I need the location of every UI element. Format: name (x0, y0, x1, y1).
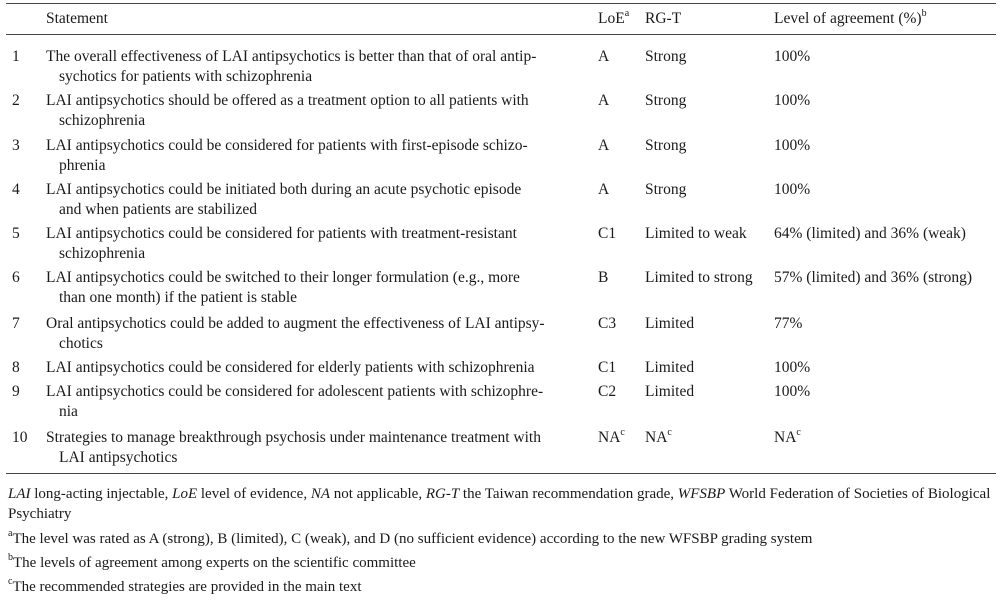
statement-line-continued: LAI antipsychotics (59, 449, 178, 466)
statement-line-continued: schizophrenia (59, 245, 146, 262)
row-number: 2 (12, 92, 20, 109)
abbreviation-definition: the Taiwan recommendation grade, (459, 486, 678, 502)
row-rgt: Limited (645, 383, 695, 400)
header-rgt: RG-T (645, 10, 682, 27)
abbreviation-term: RG-T (425, 486, 460, 502)
statement-line: LAI antipsychotics could be considered for adolescent patients with schizophre- (46, 383, 544, 400)
footnote-mark: c (8, 576, 13, 587)
table-top-rule (6, 3, 996, 4)
row-loe: C1 (598, 225, 617, 242)
header-loe: LoE$^a$ (598, 7, 630, 27)
row-rgt: Limited to strong (645, 269, 753, 286)
footnote-text: The recommended strategies are provided in the main text (12, 579, 362, 595)
row-rgt: Strong (645, 48, 687, 65)
row-loe: A (598, 48, 610, 65)
row-statement (46, 428, 594, 468)
header-statement: Statement (46, 10, 108, 27)
abbreviation-term: WFSBP (677, 486, 726, 502)
statement-line: LAI antipsychotics could be considered for patients with first-episode schizo- (46, 137, 528, 154)
table-header-rule (6, 34, 996, 35)
row-loe: $NA^c$ (598, 426, 625, 446)
footnote (8, 553, 993, 573)
row-number: 8 (12, 359, 20, 376)
row-statement (46, 47, 594, 87)
row-statement (46, 136, 594, 176)
footnote (8, 577, 993, 597)
row-loe: A (598, 92, 610, 109)
row-statement (46, 268, 594, 308)
row-agreement: 100% (774, 181, 811, 198)
abbreviation-term: LoE (172, 486, 198, 502)
row-number: 7 (12, 315, 20, 332)
row-number: 3 (12, 137, 20, 154)
row-rgt: Strong (645, 181, 687, 198)
footnote-mark: b (8, 552, 13, 563)
row-statement (46, 224, 594, 264)
row-loe: B (598, 269, 609, 286)
row-number: 10 (12, 429, 28, 446)
row-agreement: 64% (limited) and 36% (weak) (774, 225, 966, 242)
row-rgt: $NA^c$ (645, 426, 672, 446)
statement-line-continued: nia (59, 403, 78, 420)
statement-line: Oral antipsychotics could be added to augment the effectiveness of LAI antipsy- (46, 315, 545, 332)
statement-line: The overall effectiveness of LAI antipsychotics is better than that of oral antip- (46, 48, 537, 65)
row-agreement: 100% (774, 359, 811, 376)
row-statement (46, 382, 594, 422)
row-number: 9 (12, 383, 20, 400)
abbreviation-definition: not applicable, (330, 486, 426, 502)
row-number: 5 (12, 225, 20, 242)
table-bottom-rule (6, 473, 996, 474)
row-loe: A (598, 137, 610, 154)
statement-line-continued: schizophrenia (59, 112, 146, 129)
statement-line-continued: than one month) if the patient is stable (59, 289, 298, 306)
statement-line: Strategies to manage breakthrough psychosis under maintenance treatment with (46, 429, 541, 446)
footnote-list (8, 529, 993, 597)
header-agreement: Level of agreement (%)$^b$ (774, 7, 927, 27)
row-number: 4 (12, 181, 20, 198)
statement-line-continued: phrenia (59, 157, 106, 174)
row-rgt: Limited (645, 315, 695, 332)
row-loe: A (598, 181, 610, 198)
statement-line: LAI antipsychotics could be initiated both during an acute psychotic episode (46, 181, 522, 198)
row-rgt: Strong (645, 137, 687, 154)
statement-line: LAI antipsychotics could be considered for elderly patients with schizophrenia (46, 359, 535, 376)
row-agreement: 100% (774, 48, 811, 65)
statement-line: LAI antipsychotics could be considered for patients with treatment-resistant (46, 225, 517, 242)
row-loe: C3 (598, 315, 617, 332)
row-statement (46, 314, 594, 354)
row-statement (46, 358, 594, 378)
row-agreement: 57% (limited) and 36% (strong) (774, 269, 973, 286)
row-statement (46, 91, 594, 131)
abbreviation-note (8, 484, 993, 524)
row-agreement: $NA^c$ (774, 426, 801, 446)
statement-line-continued: chotics (59, 335, 103, 352)
statement-line: LAI antipsychotics could be switched to their longer formulation (e.g., more (46, 269, 520, 286)
footnote-text: The levels of agreement among experts on the scientific committee (13, 555, 416, 571)
row-rgt: Strong (645, 92, 687, 109)
abbreviation-definition: World Federation of Societies of Biological Psychiatry (8, 486, 991, 522)
abbreviation-term: NA (310, 486, 331, 502)
row-number: 1 (12, 48, 20, 65)
abbreviation-definition: long-acting injectable, (30, 486, 173, 502)
row-statement (46, 180, 594, 220)
statement-line-continued: and when patients are stabilized (59, 201, 257, 218)
statement-line: LAI antipsychotics should be offered as a treatment option to all patients with (46, 92, 529, 109)
row-agreement: 77% (774, 315, 803, 332)
footnote (8, 529, 993, 549)
abbreviation-term: LAI (8, 486, 31, 502)
statement-line-continued: sychotics for patients with schizophrenia (59, 68, 313, 85)
row-number: 6 (12, 269, 20, 286)
abbreviation-definition: level of evidence, (197, 486, 311, 502)
table-notes (8, 484, 993, 601)
footnote-text: The level was rated as A (strong), B (limited), C (weak), and D (no sufficient evidence) according to the new WFSBP grading system (12, 531, 813, 547)
row-loe: C2 (598, 383, 617, 400)
row-rgt: Limited to weak (645, 225, 747, 242)
row-rgt: Limited (645, 359, 695, 376)
row-agreement: 100% (774, 383, 811, 400)
row-agreement: 100% (774, 92, 811, 109)
footnote-mark: a (8, 528, 13, 539)
row-loe: C1 (598, 359, 617, 376)
row-agreement: 100% (774, 137, 811, 154)
